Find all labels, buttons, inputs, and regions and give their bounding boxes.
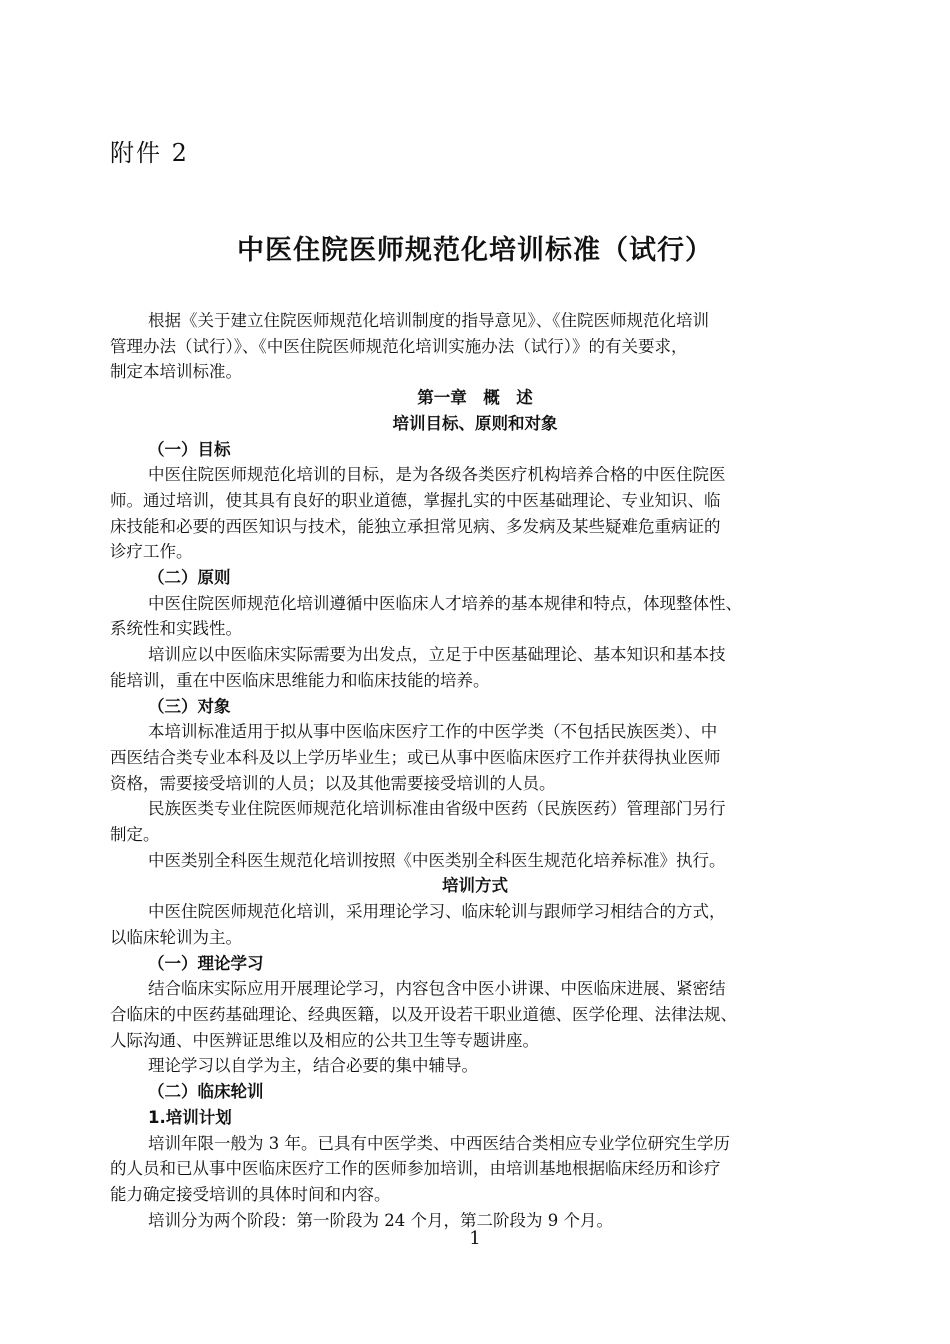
principle-heading: （二）原则	[148, 568, 231, 588]
target-heading: （三）对象	[148, 696, 231, 716]
text-line: 制定本培训标准。	[110, 362, 242, 382]
text-line: 中医住院医师规范化培训的目标，是为各级各类医疗机构培养合格的中医住院医	[148, 465, 726, 485]
theory-paragraph	[110, 1053, 840, 1079]
text-line: 制定。	[110, 825, 160, 845]
goal-paragraph	[110, 462, 840, 565]
text-line: 培训分为两个阶段：第一阶段为 24 个月，第二阶段为 9 个月。	[148, 1210, 613, 1230]
text-line: 床技能和必要的西医知识与技术，能独立承担常见病、多发病及某些疑难危重病证的	[110, 516, 721, 536]
section-heading: 培训方式	[442, 876, 508, 896]
text-line: 根据《关于建立住院医师规范化培训制度的指导意见》、《住院医师规范化培训	[148, 311, 709, 330]
text-line: 的人员和已从事中医临床医疗工作的医师参加培训，由培训基地根据临床经历和诊疗	[110, 1159, 721, 1179]
text-line: 西医结合类专业本科及以上学历毕业生；或已从事中医临床医疗工作并获得执业医师	[110, 747, 721, 767]
intro-paragraph	[110, 308, 840, 385]
text-line: 民族医类专业住院医师规范化培训标准由省级中医药（民族医药）管理部门另行	[148, 799, 726, 819]
text-line: 管理办法（试行）》、《中医住院医师规范化培训实施办法（试行）》的有关要求，	[110, 336, 688, 356]
text-line: 中医类别全科医生规范化培训按照《中医类别全科医生规范化培养标准》执行。	[148, 850, 726, 870]
text-line: 系统性和实践性。	[110, 619, 242, 639]
text-line: 中医住院医师规范化培训，采用理论学习、临床轮训与跟师学习相结合的方式，	[148, 902, 726, 922]
text-line: 理论学习以自学为主，结合必要的集中辅导。	[148, 1056, 478, 1076]
text-line: 本培训标准适用于拟从事中医临床医疗工作的中医学类（不包括民族医类）、中	[148, 722, 718, 742]
target-paragraph	[110, 848, 840, 874]
plan-paragraph	[110, 1131, 840, 1208]
goal-heading: （一）目标	[148, 439, 231, 459]
text-line: 能力确定接受培训的具体时间和内容。	[110, 1184, 391, 1204]
document-body	[110, 308, 840, 1233]
clinical-heading: （二）临床轮训	[148, 1082, 264, 1102]
text-line: 师。通过培训，使其具有良好的职业道德，掌握扎实的中医基础理论、专业知识、临	[110, 490, 721, 510]
text-line: 人际沟通、中医辨证思维以及相应的公共卫生等专题讲座。	[110, 1030, 539, 1050]
text-line: 结合临床实际应用开展理论学习，内容包含中医小讲课、中医临床进展、紧密结	[148, 979, 726, 999]
text-line: 能培训，重在中医临床思维能力和临床技能的培养。	[110, 670, 490, 690]
principle-paragraph	[110, 591, 840, 642]
attachment-label: 附件 2	[110, 139, 189, 167]
theory-heading: （一）理论学习	[148, 953, 264, 973]
text-line: 中医住院医师规范化培训遵循中医临床人才培养的基本规律和特点，体现整体性、	[148, 593, 742, 613]
text-line: 培训应以中医临床实际需要为出发点，立足于中医基础理论、基本知识和基本技	[148, 645, 726, 665]
plan-heading: 1.培训计划	[148, 1107, 232, 1127]
section-heading: 培训目标、原则和对象	[392, 413, 558, 433]
chapter-heading: 第一章 概 述	[417, 388, 533, 408]
target-paragraph	[110, 796, 840, 847]
principle-paragraph	[110, 642, 840, 693]
text-line: 以临床轮训为主。	[110, 927, 242, 947]
document-title: 中医住院医师规范化培训标准（试行）	[237, 235, 713, 266]
text-line: 资格，需要接受培训的人员；以及其他需要接受培训的人员。	[110, 773, 556, 793]
method-paragraph	[110, 899, 840, 950]
text-line: 诊疗工作。	[110, 542, 193, 562]
page-number: 1	[469, 1228, 481, 1249]
text-line: 合临床的中医药基础理论、经典医籍，以及开设若干职业道德、医学伦理、法律法规、	[110, 1004, 737, 1024]
theory-paragraph	[110, 976, 840, 1053]
text-line: 培训年限一般为 3 年。已具有中医学类、中西医结合类相应专业学位研究生学历	[148, 1133, 730, 1153]
target-paragraph	[110, 719, 840, 796]
